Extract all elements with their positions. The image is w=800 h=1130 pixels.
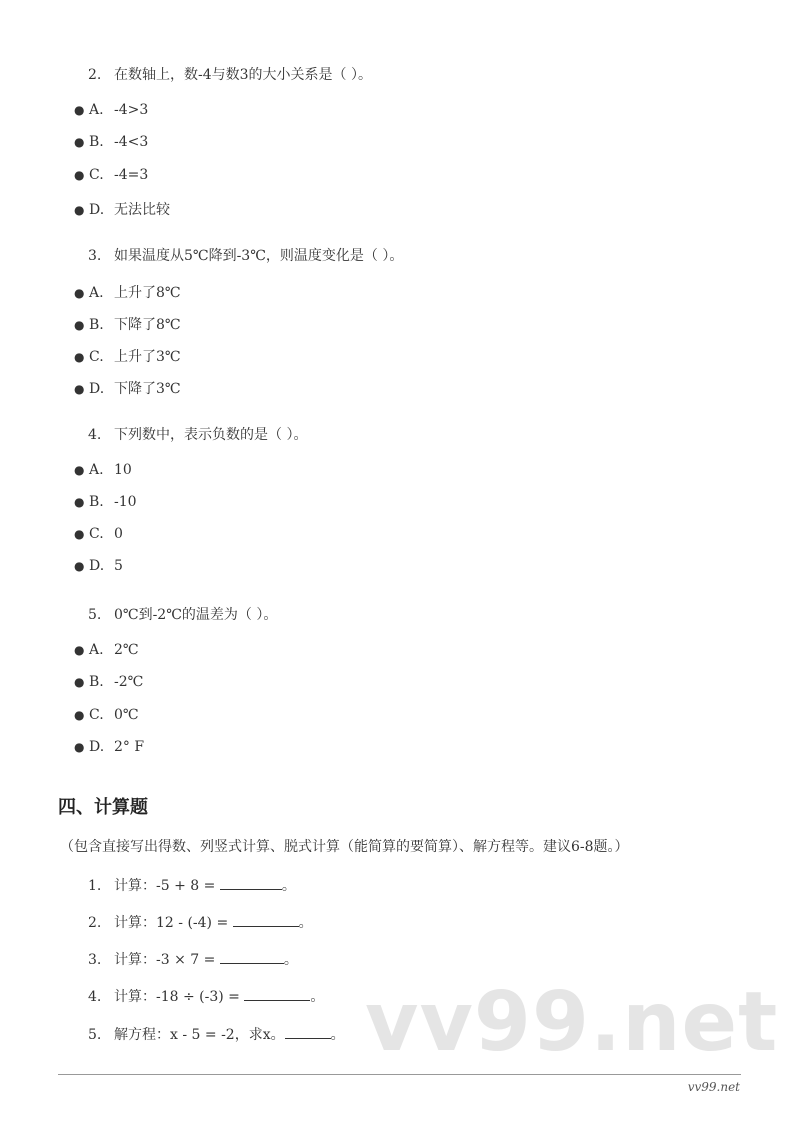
bullet-icon: ● (74, 135, 85, 149)
question-number: 5. (88, 607, 102, 623)
option-letter: C. (89, 526, 104, 542)
question-number: 2. (88, 67, 102, 83)
bullet-icon: ● (74, 463, 85, 477)
option-text: 5 (114, 558, 123, 574)
bullet-icon: ● (74, 495, 85, 509)
footer-site: vv99.net (687, 1080, 740, 1094)
option-4c (74, 526, 123, 542)
calc-item-2 (88, 912, 313, 932)
calc-text: 解方程：x - 5 = -2，求x。 (114, 1027, 285, 1043)
option-letter: C. (89, 167, 104, 183)
option-text: 10 (114, 462, 132, 478)
option-4b (74, 494, 137, 510)
option-letter: B. (89, 134, 104, 150)
option-4d (74, 558, 123, 574)
option-letter: D. (89, 381, 105, 397)
option-text: -2℃ (114, 674, 144, 690)
calc-text: 计算：-18 ÷ (-3) = (114, 989, 245, 1005)
calc-text: 计算：12 - (-4) = (114, 915, 233, 931)
option-text: 0 (114, 526, 123, 542)
section-note: （包含直接写出得数、列竖式计算、脱式计算（能简算的要简算）、解方程等。建议6-8题。） (60, 839, 629, 855)
calc-item-3 (88, 949, 298, 969)
question-3 (88, 245, 403, 265)
option-3d (74, 378, 181, 398)
bullet-icon: ● (74, 203, 85, 217)
option-letter: D. (89, 202, 105, 218)
question-5 (88, 604, 277, 624)
option-letter: B. (89, 674, 104, 690)
option-letter: B. (89, 317, 104, 333)
bullet-icon: ● (74, 382, 85, 396)
option-text: 上升了8℃ (114, 285, 181, 301)
calc-text: 计算：-3 × 7 = (114, 952, 220, 968)
bullet-icon: ● (74, 318, 85, 332)
option-letter: D. (89, 739, 105, 755)
option-5c (74, 707, 139, 723)
option-text: -4=3 (114, 167, 149, 183)
calc-item-5 (88, 1024, 345, 1044)
calc-number: 5. (88, 1027, 102, 1043)
option-2b (74, 134, 148, 150)
calc-end: 。 (283, 952, 298, 968)
calc-item-4 (88, 986, 324, 1006)
question-4 (88, 424, 307, 444)
answer-blank[interactable] (244, 988, 310, 1001)
option-text: 2℃ (114, 642, 139, 658)
option-letter: A. (89, 102, 104, 118)
option-letter: C. (89, 349, 104, 365)
option-letter: C. (89, 707, 104, 723)
question-text: 0℃到-2℃的温差为（ ）。 (114, 607, 278, 623)
option-letter: D. (89, 558, 105, 574)
answer-blank[interactable] (220, 951, 284, 964)
question-number: 3. (88, 248, 102, 264)
option-5a (74, 642, 139, 658)
option-letter: A. (89, 462, 104, 478)
calc-number: 1. (88, 878, 102, 894)
answer-blank[interactable] (220, 877, 282, 890)
bullet-icon: ● (74, 286, 85, 300)
option-letter: A. (89, 642, 104, 658)
calc-number: 2. (88, 915, 102, 931)
option-2d (74, 199, 170, 219)
option-letter: A. (89, 285, 104, 301)
calc-text: 计算：-5 + 8 = (114, 878, 220, 894)
option-2c (74, 167, 148, 183)
bullet-icon: ● (74, 527, 85, 541)
option-text: 无法比较 (114, 202, 170, 218)
option-letter: B. (89, 494, 104, 510)
question-2 (88, 64, 372, 84)
option-4a (74, 462, 132, 478)
option-text: 下降了3℃ (114, 381, 181, 397)
calc-end: 。 (281, 878, 296, 894)
bullet-icon: ● (74, 740, 85, 754)
calc-number: 3. (88, 952, 102, 968)
option-text: 2° F (114, 739, 145, 755)
question-text: 如果温度从5℃降到-3℃，则温度变化是（ ）。 (114, 248, 404, 264)
bullet-icon: ● (74, 559, 85, 573)
option-3a (74, 282, 181, 302)
bullet-icon: ● (74, 643, 85, 657)
question-text: 下列数中，表示负数的是（ ）。 (114, 427, 308, 443)
calc-end: 。 (298, 915, 313, 931)
bullet-icon: ● (74, 350, 85, 364)
calc-end: 。 (310, 989, 325, 1005)
option-5d (74, 739, 144, 755)
watermark: vv99.net (365, 975, 779, 1070)
option-text: 0℃ (114, 707, 139, 723)
bullet-icon: ● (74, 168, 85, 182)
section-title: 四、计算题 (58, 797, 148, 818)
option-3c (74, 346, 181, 366)
option-text: -4<3 (114, 134, 149, 150)
question-text: 在数轴上，数-4与数3的大小关系是（ ）。 (114, 67, 372, 83)
option-2a (74, 102, 148, 118)
question-number: 4. (88, 427, 102, 443)
calc-item-1 (88, 875, 296, 895)
option-5b (74, 674, 143, 690)
answer-blank[interactable] (233, 914, 299, 927)
calc-number: 4. (88, 989, 102, 1005)
option-text: 下降了8℃ (114, 317, 181, 333)
option-text: 上升了3℃ (114, 349, 181, 365)
calc-end: 。 (330, 1027, 345, 1043)
option-text: -4>3 (114, 102, 149, 118)
option-3b (74, 314, 181, 334)
option-text: -10 (114, 494, 137, 510)
bullet-icon: ● (74, 708, 85, 722)
footer-divider (58, 1074, 741, 1075)
bullet-icon: ● (74, 675, 85, 689)
answer-blank[interactable] (285, 1026, 331, 1039)
bullet-icon: ● (74, 103, 85, 117)
